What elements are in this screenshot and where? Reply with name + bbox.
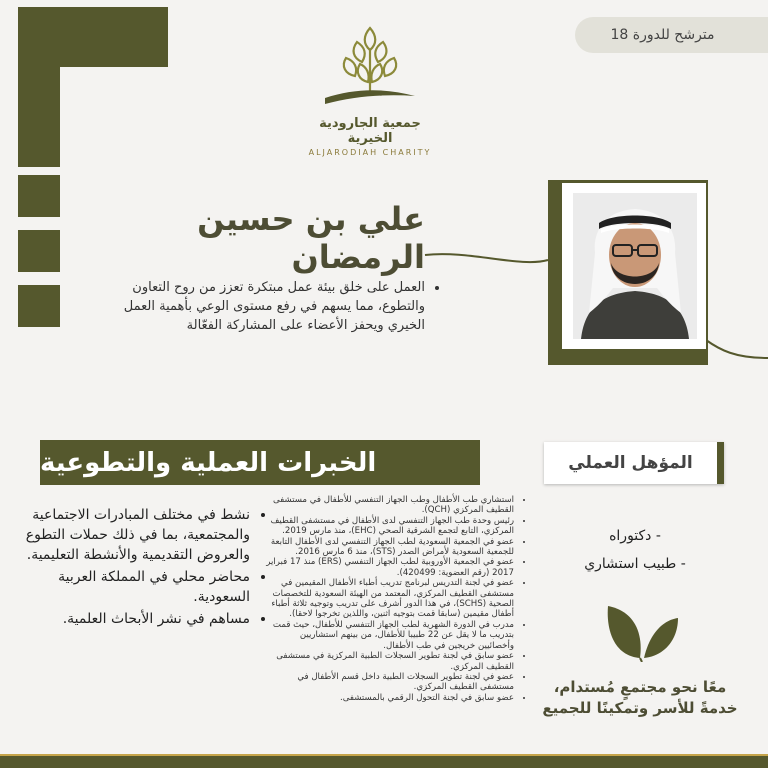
role-item: • عضو في الجمعية الأوروبية لطب الجهاز التنفسي (ERS) منذ 17 فبراير 2017 (رقم العضوية: 420499). bbox=[262, 557, 514, 578]
role-item: • استشاري طب الأطفال وطب الجهاز التنفسي للأطفال في مستشفى القطيف المركزي (QCH). bbox=[262, 495, 514, 516]
logo-name-english: ALJARODIAH CHARITY bbox=[308, 148, 432, 157]
candidate-label: مترشح للدورة 18 bbox=[575, 17, 750, 53]
experience-list bbox=[10, 505, 268, 631]
candidate-photo bbox=[573, 193, 697, 339]
role-item: • رئيس وحدة طب الجهاز التنفسي لدى الأطفال في مستشفى القطيف المركزي، التابع لتجمع الشرقية الصحي (EHC)، منذ مارس 2019. bbox=[262, 516, 514, 537]
logo-name-arabic: جمعية الجارودية الخيرية bbox=[319, 116, 421, 146]
experience-item: • محاضر محلي في المملكة العربية السعودية. bbox=[10, 567, 250, 607]
role-item: • عضو في لجنة تطوير السجلات الطبية داخل قسم الأطفال في مستشفى القطيف المركزي. bbox=[262, 672, 514, 693]
bottom-bar bbox=[0, 756, 768, 768]
slogan bbox=[520, 677, 760, 719]
about-list bbox=[115, 278, 439, 335]
leaf-icon bbox=[604, 600, 680, 662]
role-item: • مدرب في الدورة الشهرية لطب الجهاز التنفسي للأطفال، حيث قمت بتدريب ما لا يقل عن 22 طبيبا للأطفال، من بينهم استشاريين وأخصائيين خريجين في طب الأطفال. bbox=[262, 620, 514, 651]
role-item: • عضو سابق في لجنة التحول الرقمي بالمستشفى. bbox=[262, 693, 514, 703]
candidate-name: علي بن حسين الرمضان bbox=[197, 200, 425, 276]
role-item: • عضو في الجمعية السعودية لطب الجهاز التنفسي لدى الأطفال التابعة للجمعية السعودية لأمراض الصدر (STS)، منذ 6 مارس 2016. bbox=[262, 537, 514, 558]
slogan-line: خدمةً للأسر وتمكينًا للجميع bbox=[542, 699, 738, 717]
qualification-title: المؤهل العملي bbox=[544, 442, 724, 484]
slogan-line: معًا نحو مجتمعٍ مُستدام، bbox=[553, 678, 727, 696]
experience-item: • نشط في مختلف المبادرات الاجتماعية والمجتمعية، بما في ذلك حملات التطوع والعروض التقديمية والأنشطة التعليمية. bbox=[10, 505, 250, 565]
role-item: • عضو سابق في لجنة تطوير السجلات الطبية المركزية في مستشفى القطيف المركزي. bbox=[262, 651, 514, 672]
role-item: • عضو في لجنة التدريس لبرنامج تدريب أطباء الأطفال المقيمين في مستشفى القطيف المركزي، المعتمد من الهيئة السعودية للتخصصات الصحية (SCHS)، في هذا الدور أشرف على تدريب وتوجيه ثلاثة أطباء أطفال مقيمين (سابقا قمت بتوجيه اثنين، واللذين تخرجوا لاحقا). bbox=[262, 578, 514, 620]
qualification-item: - طبيب استشاري bbox=[584, 556, 686, 572]
about-item: • العمل على خلق بيئة عمل مبتكرة تعزز من روح التعاون والتطوع، مما يسهم في رفع مستوى الوعي بأهمية العمل الخيري ويحفز الأعضاء على المشاركة الفعّالة bbox=[115, 278, 425, 335]
experience-item: • مساهم في نشر الأبحاث العلمية. bbox=[10, 609, 250, 629]
experience-title: الخبرات العملية والتطوعية bbox=[40, 440, 480, 485]
roles-list bbox=[262, 495, 528, 703]
qualification-item: - دكتوراه bbox=[609, 528, 661, 544]
